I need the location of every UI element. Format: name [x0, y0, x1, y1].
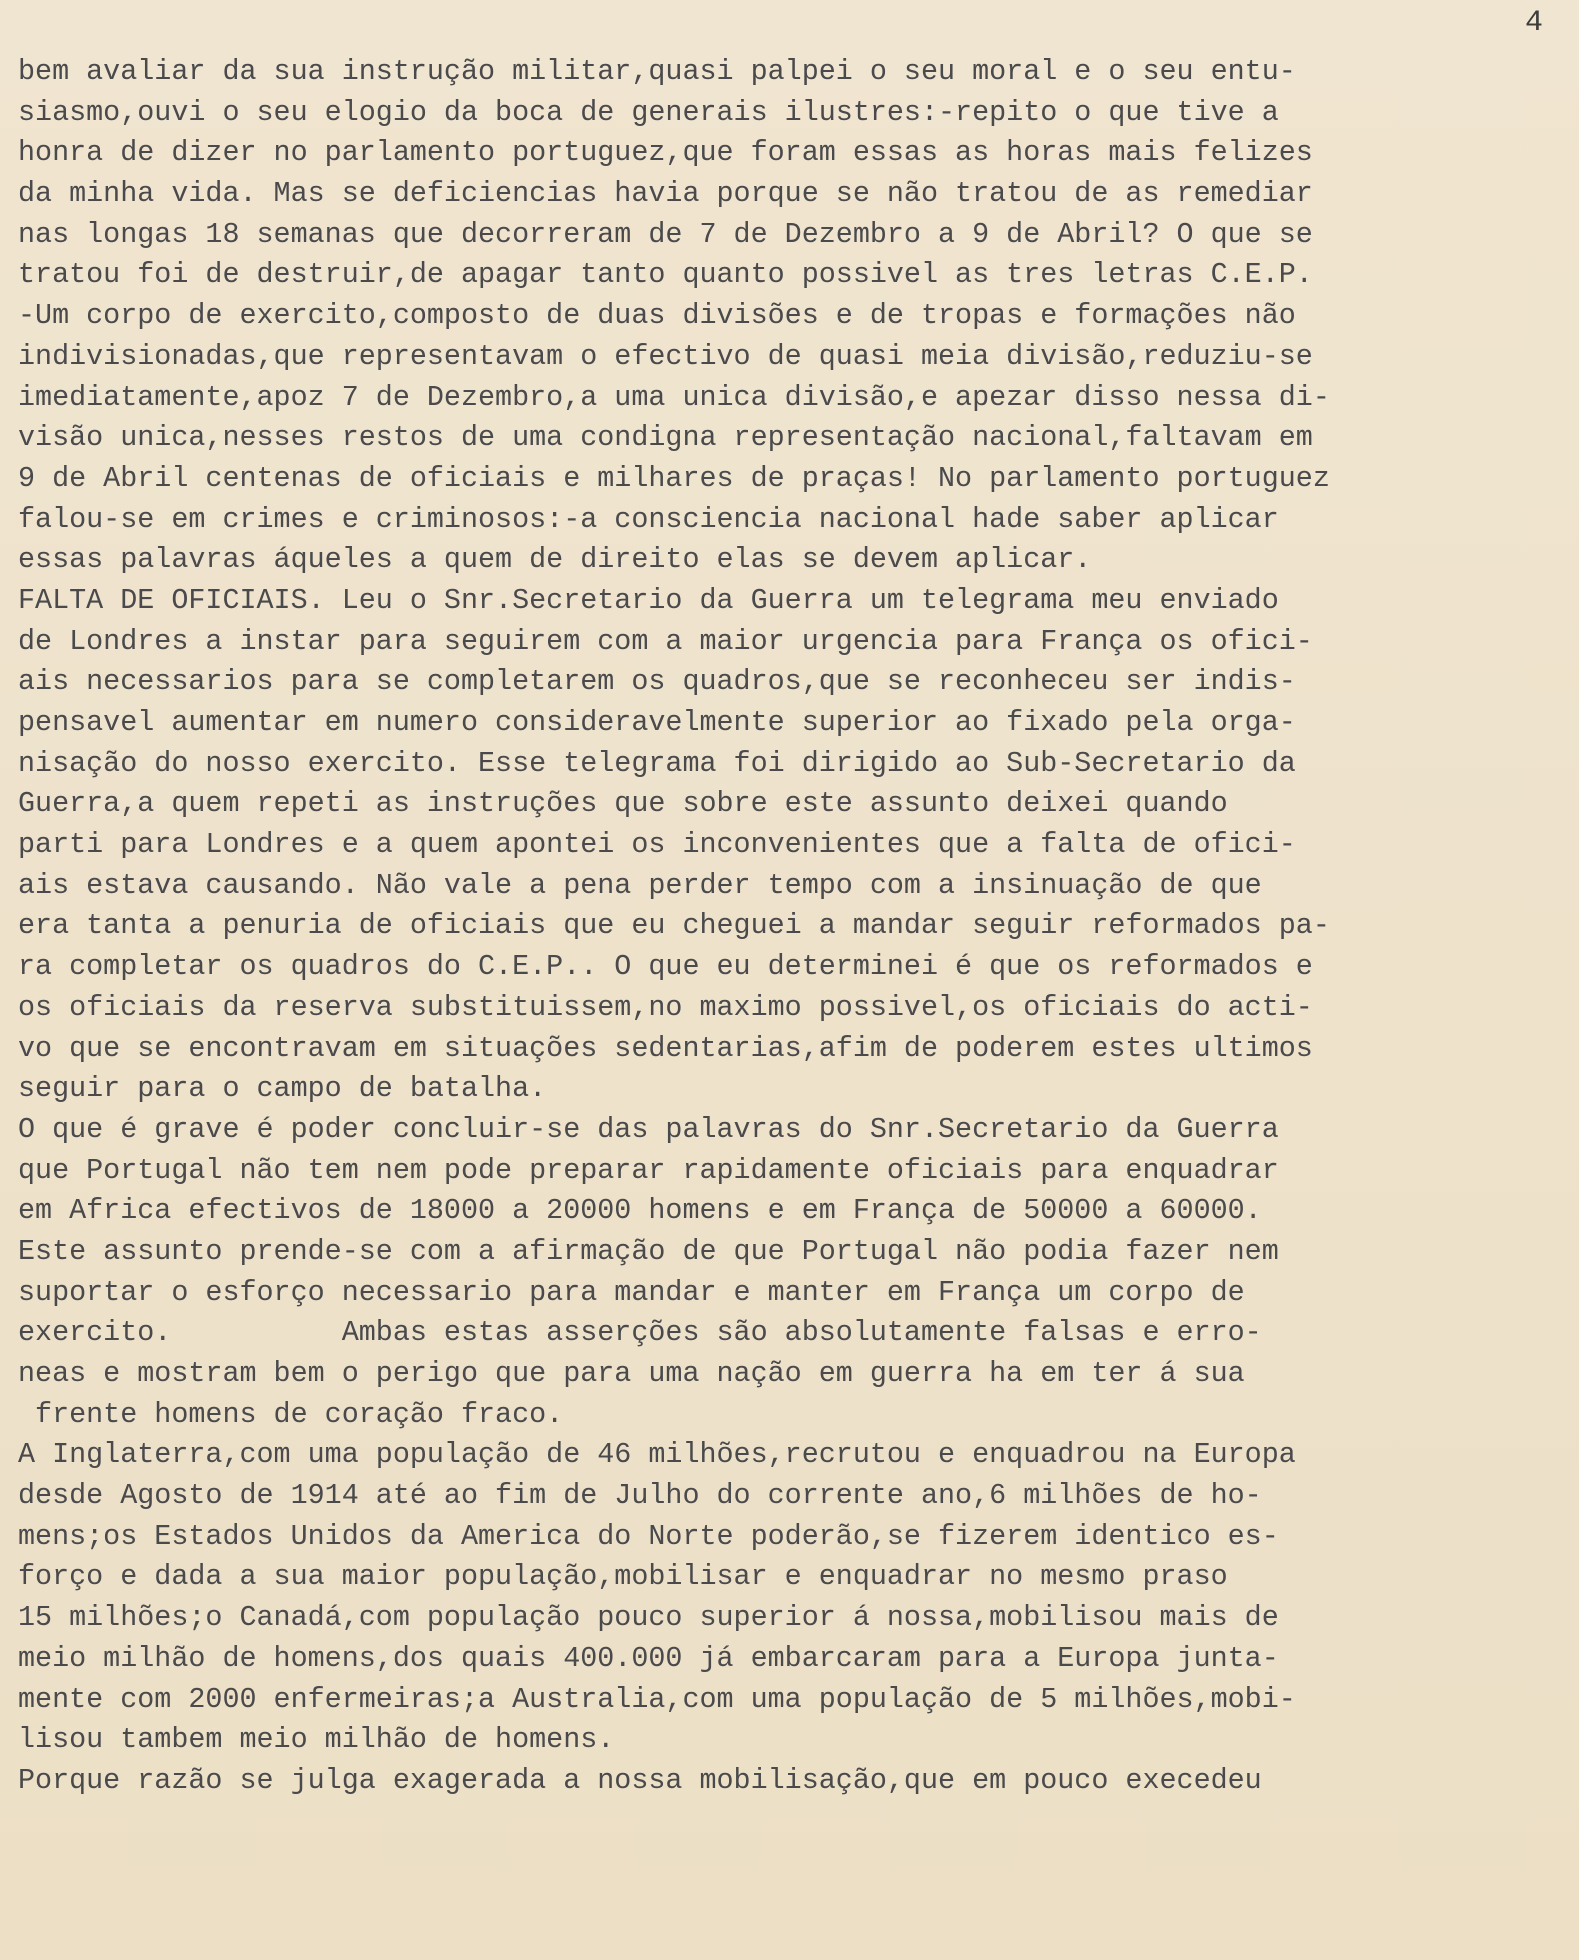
text-line: tratou foi de destruir,de apagar tanto quanto possivel as tres letras C.E.P. [18, 258, 1313, 292]
text-line: exercito. Ambas estas asserções são absolutamente falsas e erro- [18, 1316, 1262, 1350]
text-line: ais estava causando. Não vale a pena perder tempo com a insinuação de que [18, 868, 1262, 902]
text-line: da minha vida. Mas se deficiencias havia porque se não tratou de as remediar [18, 177, 1313, 211]
text-line: meio milhão de homens,dos quais 400.000 já embarcaram para a Europa junta- [18, 1641, 1279, 1675]
text-line: indivisionadas,que representavam o efectivo de quasi meia divisão,reduziu-se [18, 339, 1313, 373]
text-line: nisação do nosso exercito. Esse telegrama foi dirigido ao Sub-Secretario da [18, 746, 1296, 780]
text-line: os oficiais da reserva substituissem,no maximo possivel,os oficiais do acti- [18, 990, 1313, 1024]
text-line: Porque razão se julga exagerada a nossa mobilisação,que em pouco execedeu [18, 1763, 1262, 1797]
text-line: essas palavras áqueles a quem de direito elas se devem aplicar. [18, 543, 1092, 577]
text-line: siasmo,ouvi o seu elogio da boca de generais ilustres:-repito o que tive a [18, 95, 1279, 129]
text-line: visão unica,nesses restos de uma condigna representação nacional,faltavam em [18, 421, 1313, 455]
text-line: 15 milhões;o Canadá,com população pouco superior á nossa,mobilisou mais de [18, 1601, 1279, 1635]
page-number: 4 [1524, 6, 1543, 40]
text-line: -Um corpo de exercito,composto de duas divisões e de tropas e formações não [18, 299, 1296, 333]
text-line: em Africa efectivos de 18000 a 20000 homens e em França de 50000 a 60000. [18, 1194, 1262, 1228]
text-line: que Portugal não tem nem pode preparar rapidamente oficiais para enquadrar [18, 1153, 1279, 1187]
text-line: nas longas 18 semanas que decorreram de 7 de Dezembro a 9 de Abril? O que se [18, 217, 1313, 251]
text-line: Este assunto prende-se com a afirmação de que Portugal não podia fazer nem [18, 1234, 1279, 1268]
text-line: desde Agosto de 1914 até ao fim de Julho do corrente ano,6 milhões de ho- [18, 1479, 1262, 1513]
text-line: 9 de Abril centenas de oficiais e milhares de praças! No parlamento portuguez [18, 461, 1330, 495]
text-line: imediatamente,apoz 7 de Dezembro,a uma unica divisão,e apezar disso nessa di- [18, 380, 1330, 414]
text-line: A Inglaterra,com uma população de 46 milhões,recrutou e enquadrou na Europa [18, 1438, 1296, 1472]
document-body [18, 52, 1558, 1802]
text-line: O que é grave é poder concluir-se das palavras do Snr.Secretario da Guerra [18, 1112, 1279, 1146]
text-line: bem avaliar da sua instrução militar,quasi palpei o seu moral e o seu entu- [18, 55, 1296, 88]
text-line: pensavel aumentar em numero consideravelmente superior ao fixado pela orga- [18, 706, 1296, 739]
text-line: seguir para o campo de batalha. [18, 1072, 547, 1106]
text-line: ais necessarios para se completarem os quadros,que se reconheceu ser indis- [18, 665, 1296, 699]
text-line: falou-se em crimes e criminosos:-a consciencia nacional hade saber aplicar [18, 502, 1279, 536]
text-line: honra de dizer no parlamento portuguez,que foram essas as horas mais felizes [18, 136, 1313, 170]
text-line: parti para Londres e a quem apontei os inconvenientes que a falta de ofici- [18, 828, 1296, 862]
text-line: ra completar os quadros do C.E.P.. O que eu determinei é que os reformados e [18, 950, 1313, 984]
text-line: vo que se encontravam em situações sedentarias,afim de poderem estes ultimos [18, 1031, 1313, 1065]
text-line: mente com 2000 enfermeiras;a Australia,com uma população de 5 milhões,mobi- [18, 1682, 1296, 1716]
text-line: forço e dada a sua maior população,mobilisar e enquadrar no mesmo praso [18, 1560, 1228, 1594]
text-line: mens;os Estados Unidos da America do Norte poderão,se fizerem identico es- [18, 1519, 1279, 1553]
text-line: FALTA DE OFICIAIS. Leu o Snr.Secretario da Guerra um telegrama meu enviado [18, 583, 1279, 617]
text-line: neas e mostram bem o perigo que para uma nação em guerra ha em ter á sua [18, 1357, 1245, 1390]
text-line: de Londres a instar para seguirem com a maior urgencia para França os ofici- [18, 624, 1313, 658]
text-line: lisou tambem meio milhão de homens. [18, 1723, 615, 1757]
text-line: era tanta a penuria de oficiais que eu cheguei a mandar seguir reformados pa- [18, 909, 1330, 943]
text-line: suportar o esforço necessario para mandar e manter em França um corpo de [18, 1275, 1245, 1309]
text-line: Guerra,a quem repeti as instruções que sobre este assunto deixei quando [18, 787, 1228, 821]
text-line: frente homens de coração fraco. [18, 1397, 564, 1431]
